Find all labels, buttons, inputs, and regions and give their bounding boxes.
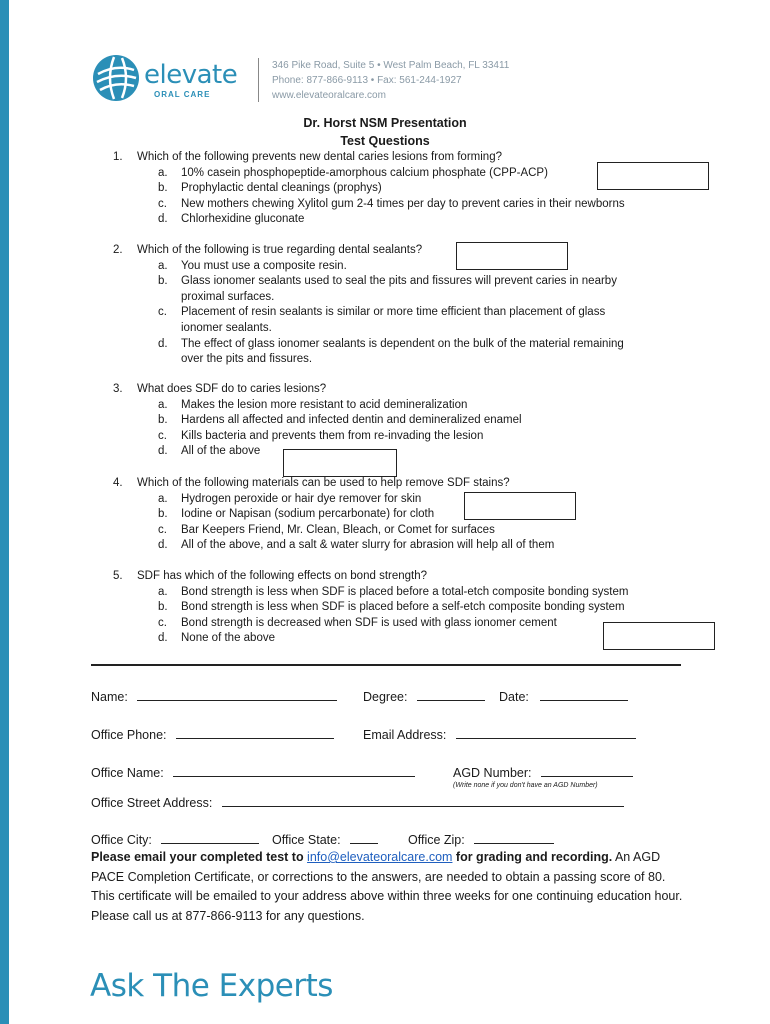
option-text: Bond strength is less when SDF is placed before a total-etch composite bonding system	[181, 585, 629, 598]
option-letter: d.	[158, 632, 168, 645]
agd-row	[453, 764, 633, 780]
brand-phone: Phone: 877-866-9113 • Fax: 561-244-1927	[272, 75, 462, 86]
street-field[interactable]	[222, 794, 624, 807]
option-text: Iodine or Napisan (sodium percarbonate) for cloth	[181, 508, 435, 521]
option-text: Hydrogen peroxide or hair dye remover for skin	[181, 492, 422, 505]
option-text: proximal surfaces.	[181, 290, 275, 303]
option-text: Bond strength is decreased when SDF is used with glass ionomer cement	[181, 616, 557, 629]
email-field[interactable]	[456, 726, 636, 739]
footer-tagline: Ask The Experts	[90, 968, 333, 1004]
option-letter: a.	[158, 585, 168, 598]
email-label: Email Address:	[363, 728, 447, 742]
option-text: You must use a composite resin.	[181, 259, 347, 272]
answer-box-q3[interactable]	[283, 449, 397, 477]
instructions-bold-post: for grading and recording.	[452, 850, 613, 864]
option-letter: c.	[158, 616, 167, 629]
answer-box-q5[interactable]	[603, 622, 715, 650]
degree-label: Degree:	[363, 690, 408, 704]
option-text: Kills bacteria and prevents them from re-invading the lesion	[181, 429, 484, 442]
question-text: Which of the following materials can be used to help remove SDF stains?	[137, 477, 510, 489]
option-letter: c.	[158, 197, 167, 210]
page-title: Dr. Horst NSM Presentation	[303, 116, 467, 130]
option-letter: a.	[158, 259, 168, 272]
office-name-row	[91, 764, 415, 780]
city-row	[91, 831, 259, 847]
option-text: 10% casein phosphopeptide-amorphous calcium phosphate (CPP-ACP)	[181, 166, 548, 179]
name-field[interactable]	[137, 688, 337, 701]
answer-box-q2[interactable]	[456, 242, 568, 270]
answer-box-q1[interactable]	[597, 162, 709, 190]
option-letter: a.	[158, 492, 168, 505]
option-letter: b.	[158, 275, 168, 288]
office-name-label: Office Name:	[91, 766, 164, 780]
option-letter: d.	[158, 539, 168, 552]
email-row	[363, 726, 636, 742]
option-text: Placement of resin sealants is similar or more time efficient than placement of glass	[181, 306, 606, 319]
date-row	[499, 688, 628, 704]
question-text: What does SDF do to caries lesions?	[137, 383, 327, 395]
question-text: Which of the following prevents new dental caries lesions from forming?	[137, 151, 502, 163]
option-letter: c.	[158, 429, 167, 442]
instructions-rest: An AGD PACE Completion Certificate, or corrections to the answers, are needed to obtain a passing score of 80. This certificate will be emailed to your address above within three weeks for one continuing education hour. Please call us at 877-866-9113 for any questions.	[91, 850, 683, 923]
brand-name: elevate	[144, 60, 238, 90]
section-divider	[91, 664, 681, 666]
page-subtitle: Test Questions	[340, 134, 430, 148]
left-accent-bar	[0, 0, 9, 1024]
office-phone-label: Office Phone:	[91, 728, 167, 742]
zip-label: Office Zip:	[408, 833, 465, 847]
agd-field[interactable]	[541, 764, 633, 777]
brand-address: 346 Pike Road, Suite 5 • West Palm Beach, FL 33411	[272, 60, 510, 71]
globe-icon	[92, 54, 140, 102]
degree-field[interactable]	[417, 688, 485, 701]
option-text: The effect of glass ionomer sealants is dependent on the bulk of the material remaining	[181, 337, 624, 350]
option-text: Bar Keepers Friend, Mr. Clean, Bleach, or Comet for surfaces	[181, 523, 495, 536]
office-name-field[interactable]	[173, 764, 415, 777]
option-letter: c.	[158, 306, 167, 319]
zip-field[interactable]	[474, 831, 554, 844]
degree-row	[363, 688, 485, 704]
answer-box-q4[interactable]	[464, 492, 576, 520]
zip-row	[408, 831, 554, 847]
question-text: SDF has which of the following effects on bond strength?	[137, 570, 428, 582]
option-letter: b.	[158, 182, 168, 195]
option-text: over the pits and fissures.	[181, 353, 313, 366]
name-label: Name:	[91, 690, 128, 704]
question-number: 5.	[113, 570, 123, 582]
state-row	[272, 831, 378, 847]
date-field[interactable]	[540, 688, 628, 701]
question-number: 3.	[113, 383, 123, 395]
option-letter: d.	[158, 213, 168, 226]
agd-label: AGD Number:	[453, 766, 532, 780]
option-text: None of the above	[181, 632, 275, 645]
office-phone-row	[91, 726, 334, 742]
city-field[interactable]	[161, 831, 259, 844]
elevate-logo	[92, 52, 252, 108]
option-text: Bond strength is less when SDF is placed before a self-etch composite bonding system	[181, 601, 625, 614]
option-text: Glass ionomer sealants used to seal the pits and fissures will prevent caries in nearby	[181, 275, 617, 288]
option-text: All of the above, and a salt & water slurry for abrasion will help all of them	[181, 539, 555, 552]
question-number: 4.	[113, 477, 123, 489]
option-text: All of the above	[181, 445, 261, 458]
option-text: New mothers chewing Xylitol gum 2-4 times per day to prevent caries in their newborns	[181, 197, 625, 210]
name-row	[91, 688, 337, 704]
brand-sub: ORAL CARE	[154, 90, 211, 99]
date-label: Date:	[499, 690, 529, 704]
email-link[interactable]: info@elevateoralcare.com	[307, 850, 453, 864]
header-divider	[258, 58, 259, 102]
option-letter: b.	[158, 508, 168, 521]
question-text: Which of the following is true regarding dental sealants?	[137, 244, 423, 256]
instructions-paragraph	[91, 848, 691, 926]
state-field[interactable]	[350, 831, 378, 844]
option-text: Prophylactic dental cleanings (prophys)	[181, 182, 382, 195]
question-number: 2.	[113, 244, 123, 256]
option-letter: c.	[158, 523, 167, 536]
option-text: Hardens all affected and infected dentin and demineralized enamel	[181, 414, 522, 427]
agd-note: (Write none if you don't have an AGD Number)	[453, 782, 598, 789]
state-label: Office State:	[272, 833, 341, 847]
street-row	[91, 794, 624, 810]
option-letter: b.	[158, 601, 168, 614]
question-number: 1.	[113, 151, 123, 163]
option-letter: d.	[158, 337, 168, 350]
instructions-bold-pre: Please email your completed test to	[91, 850, 308, 864]
option-text: Makes the lesion more resistant to acid demineralization	[181, 398, 468, 411]
option-letter: d.	[158, 445, 168, 458]
brand-web: www.elevateoralcare.com	[272, 90, 386, 101]
street-label: Office Street Address:	[91, 796, 213, 810]
option-letter: b.	[158, 414, 168, 427]
option-text: Chlorhexidine gluconate	[181, 213, 305, 226]
office-phone-field[interactable]	[176, 726, 334, 739]
option-text: ionomer sealants.	[181, 322, 272, 334]
option-letter: a.	[158, 398, 168, 411]
city-label: Office City:	[91, 833, 152, 847]
option-letter: a.	[158, 166, 168, 179]
